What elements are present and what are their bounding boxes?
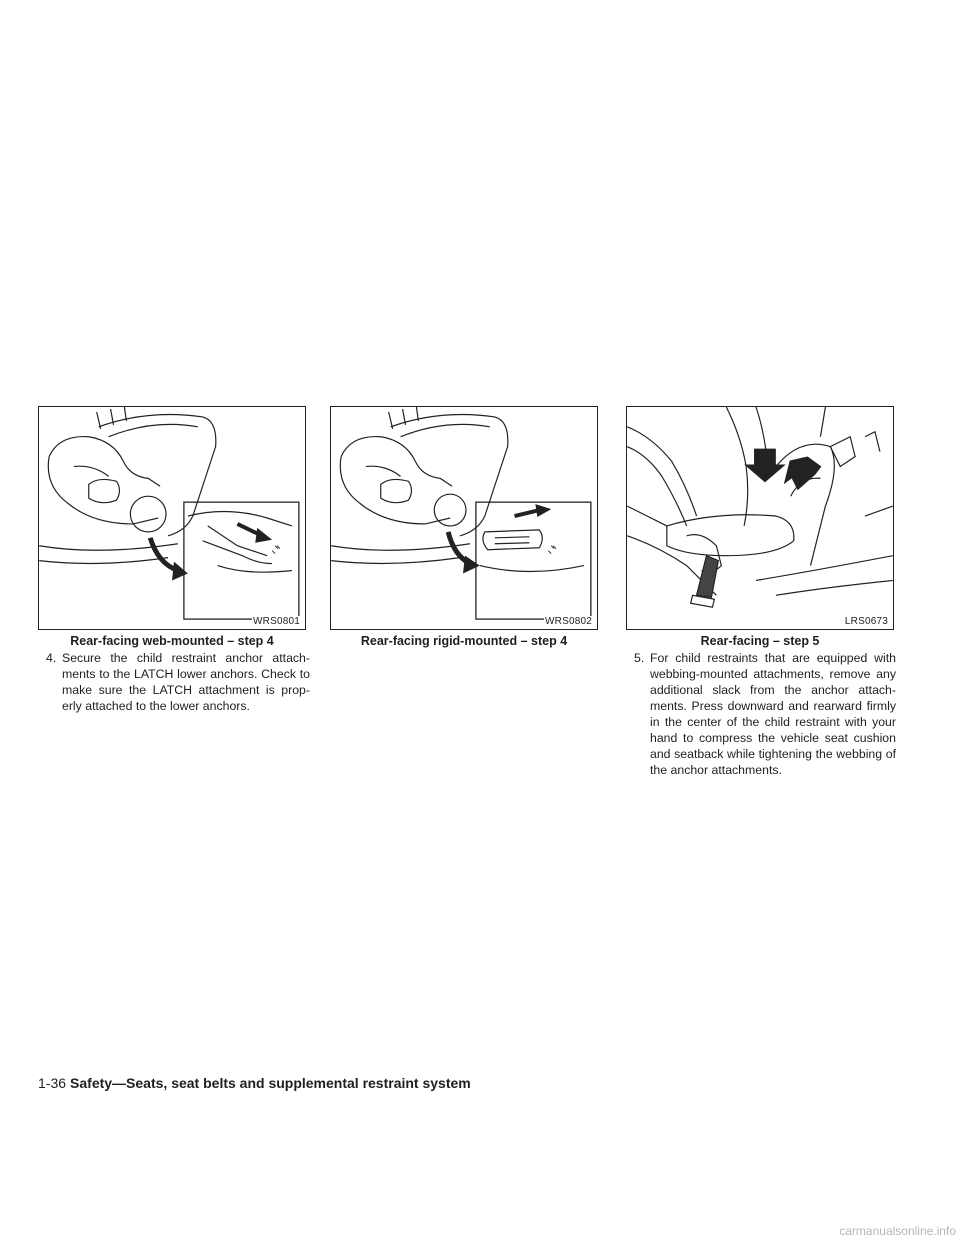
step-number: 4. [46, 651, 57, 665]
step-4-paragraph [46, 650, 310, 714]
figure-web-mounted [38, 406, 306, 630]
figure-code: WRS0802 [545, 616, 592, 627]
figure-rigid-mounted [330, 406, 598, 630]
section-title: Safety—Seats, seat belts and supplemental restraint system [70, 1075, 471, 1091]
figure-code: LRS0673 [844, 616, 888, 627]
child-seat-web-mounted-anchor-illustration [39, 407, 305, 629]
step-5-paragraph [634, 650, 896, 778]
hands-compressing-child-seat-illustration [627, 407, 893, 629]
page-number: 1-36 [38, 1075, 67, 1091]
step-text: For child restraints that are equipped with webbing-mounted attachments, remove any additional slack from the anchor attach-ments. Press downward and rearward firmly in the center of the child restraint with your hand to compress the vehicle seat cushion and seatback while tightening the webbing of the anchor attachments. [650, 651, 896, 777]
figure-caption: Rear-facing rigid-mounted – step 4 [360, 634, 568, 648]
child-seat-rigid-mounted-anchor-illustration [331, 407, 597, 629]
figure-code: WRS0801 [253, 616, 300, 627]
step-text: Secure the child restraint anchor attach-ments to the LATCH lower anchors. Check to make sure the LATCH attachment is prop-erly attached to the lower anchors. [62, 651, 310, 713]
figure-caption: Rear-facing – step 5 [700, 634, 820, 648]
watermark: carmanualsonline.info [839, 1224, 956, 1238]
page-footer [38, 1075, 471, 1091]
figure-caption: Rear-facing web-mounted – step 4 [70, 634, 274, 648]
figure-compress-seat [626, 406, 894, 630]
step-number: 5. [634, 651, 645, 665]
